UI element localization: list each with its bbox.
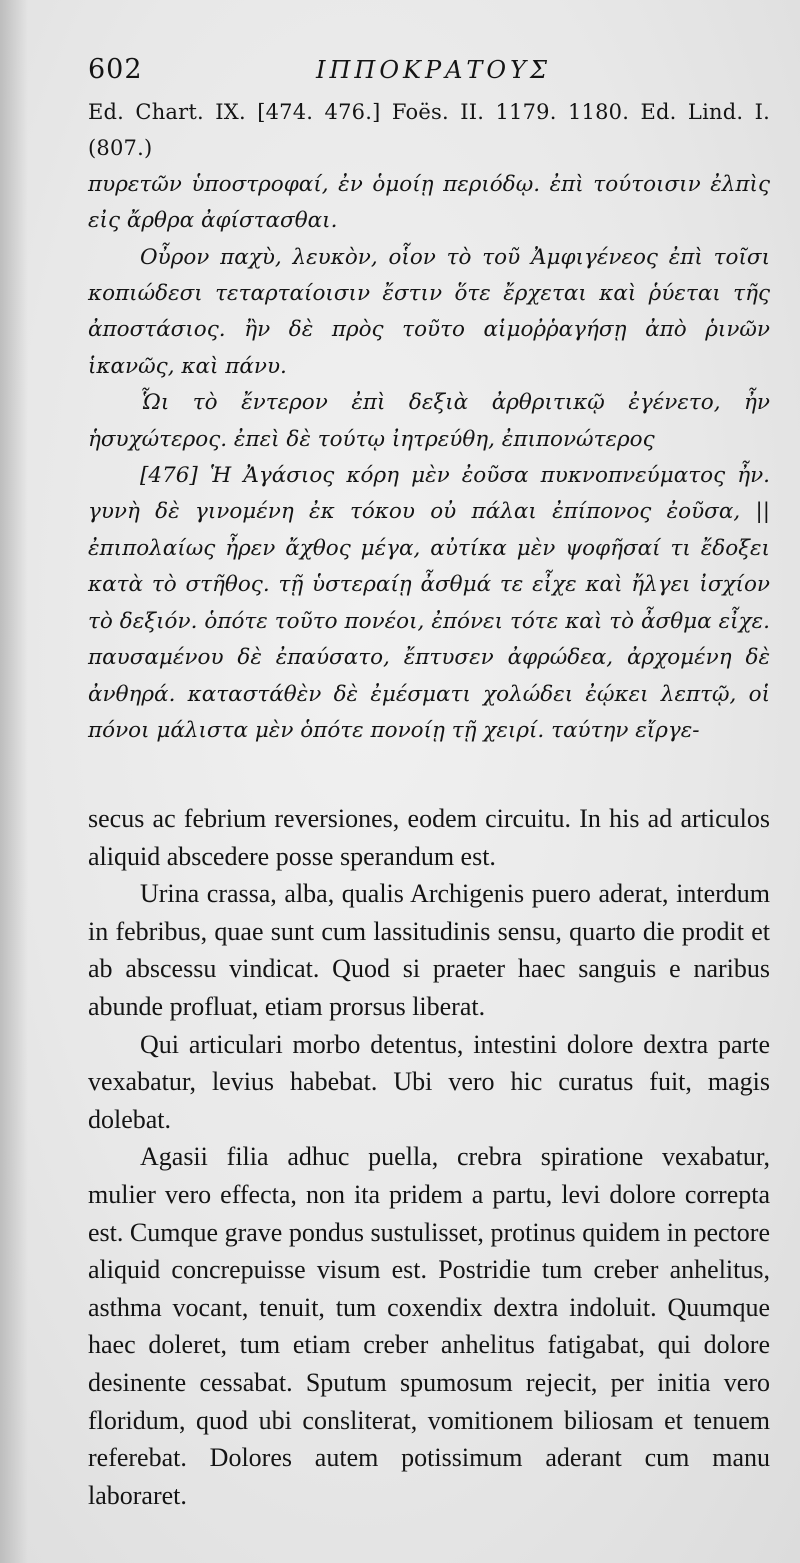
page-gutter-shadow bbox=[0, 0, 28, 1563]
edition-reference: Ed. Chart. IX. [474. 476.] Foës. II. 1179. 1180. Ed. Lind. I. (807.) bbox=[88, 100, 770, 161]
latin-paragraph-1: secus ac febrium reversiones, eodem circuitu. In his ad articulos aliquid abscedere posse sperandum est. bbox=[88, 804, 770, 871]
greek-paragraph-2: Οὖρον παχὺ, λευκὸν, οἷον τὸ τοῦ Ἀμφιγένεος ἐπὶ τοῖσι κοπιώδεσι τεταρταίοισιν ἔστιν ὅτε ἔρχεται καὶ ῥύεται τῆς ἀποστάσιος. ἢν δὲ πρὸς τοῦτο αἱμοῤῥαγήσῃ ἀπὸ ῥινῶν ἱκανῶς, καὶ πάνυ. bbox=[88, 244, 770, 379]
latin-paragraph-4: Agasii filia adhuc puella, crebra spiratione vexabatur, mulier vero effecta, non ita pridem a partu, levi dolore correpta est. Cumque grave pondus sustulisset, protinus quidem in pectore aliquid concrepuisse visum est. Postridie tum creber anhelitus, asthma vocant, tenuit, tum coxendix dextra indoluit. Quumque haec doleret, tum etiam creber anhelitus fatigabat, qui dolore desinente cessabat. Sputum spumosum rejecit, per initia vero floridum, quod ubi consliterat, vomitionem biliosam et tenuem referebat. Dolores autem potissimum aderant cum manu laboraret. bbox=[88, 1142, 770, 1510]
latin-paragraph-2: Urina crassa, alba, qualis Archigenis puero aderat, interdum in febribus, quae sunt cum lassitudinis sensu, quarto die prodit et ab abscessu vindicat. Quod si praeter haec sanguis e naribus abunde profluat, etiam prorsus liberat. bbox=[88, 879, 770, 1021]
running-head: ΙΠΠΟΚΡΑΤΟΥΣ bbox=[316, 56, 551, 84]
page-number: 602 bbox=[88, 54, 143, 85]
greek-paragraph-3: Ὧι τὸ ἔντερον ἐπὶ δεξιὰ ἀρθριτικῷ ἐγένετο, ἦν ἡσυχώτερος. ἐπεὶ δὲ τούτῳ ἰητρεύθη, ἐπιπονώτερος bbox=[88, 390, 770, 452]
greek-paragraph-1: πυρετῶν ὑποστροφαί, ἐν ὁμοίῃ περιόδῳ. ἐπὶ τούτοισιν ἐλπὶς εἰς ἄρθρα ἀφίστασθαι. bbox=[88, 171, 770, 234]
latin-text-block bbox=[88, 800, 770, 1514]
greek-paragraph-4: [476] Ἡ Ἀγάσιος κόρη μὲν ἐοῦσα πυκνοπνεύματος ἦν. γυνὴ δὲ γινομένη ἐκ τόκου οὐ πάλαι ἐπίπονος ἐοῦσα, || ἐπιπολαίως ἦρεν ἄχθος μέγα, αὐτίκα μὲν ψοφῆσαί τι ἔδοξει κατὰ τὸ στῆθος. τῇ ὑστεραίῃ ἆσθμά τε εἶχε καὶ ἤλγει ἰσχίον τὸ δεξιόν. ὁπότε τοῦτο πονέοι, ἐπόνει τότε καὶ τὸ ἆσθμα εἶχε. παυσαμένου δὲ ἐπαύσατο, ἔπτυσεν ἀφρώδεα, ἀρχομένη δὲ ἀνθηρά. καταστάθὲν δὲ ἐμέσματι χολώδει ἐῴκει λεπτῷ, οἱ πόνοι μάλιστα μὲν ὁπότε πονοίῃ τῇ χειρί. ταύτην εἴργε- bbox=[88, 463, 770, 743]
greek-text-block bbox=[88, 94, 770, 749]
page-header bbox=[88, 50, 768, 90]
latin-paragraph-3: Qui articulari morbo detentus, intestini dolore dextra parte vexabatur, levius habebat. Ubi vero hic curatus fuit, magis dolebat. bbox=[88, 1029, 770, 1134]
